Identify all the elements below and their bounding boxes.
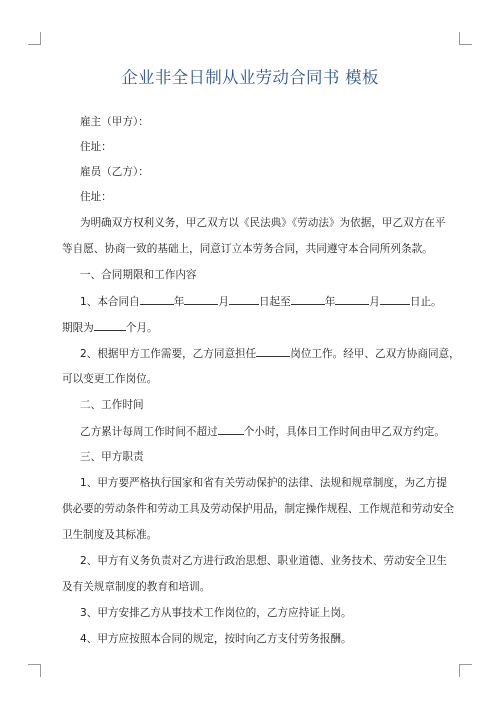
section-3-heading: 三、甲方职责	[80, 451, 144, 463]
clause-3-1-line-2: 供必要的劳动条件和劳动工具及劳动保护用品，制定操作规程、工作规范和劳动安全	[62, 503, 454, 515]
employee-label: 雇员（乙方）：	[80, 166, 149, 178]
clause-1-1	[80, 294, 442, 309]
term-suffix: 个月。	[125, 322, 158, 334]
clause-3-2-line-1: 2、甲方有义务负责对乙方进行政治思想、职业道德、业务技术、劳动安全卫生	[80, 555, 447, 567]
clause-2-prefix: 乙方累计每周工作时间不超过	[80, 426, 218, 438]
section-2-heading: 二、工作时间	[80, 399, 144, 411]
clause-1-1-end: 日止。	[409, 296, 442, 308]
clause-3-4: 4、甲方应按照本合同的规定，按时向乙方支付劳务报酬。	[80, 633, 352, 645]
blank-position[interactable]	[256, 346, 290, 357]
clause-1-1-year2: 年	[324, 296, 336, 308]
clause-3-3: 3、甲方安排乙方从事技术工作岗位的，乙方应持证上岗。	[80, 607, 352, 619]
clause-1-1-month1: 月	[218, 296, 229, 308]
term-prefix: 期限为	[62, 322, 94, 334]
clause-1-1-month2: 月	[369, 296, 380, 308]
preamble-line-1: 为明确双方权利义务，甲乙双方以《民法典》《劳动法》为依据，甲乙双方在平	[80, 217, 446, 229]
clause-1-2-prefix: 2、根据甲方工作需要，乙方同意担任	[80, 348, 257, 360]
blank-end-month[interactable]	[335, 294, 369, 305]
blank-start-month[interactable]	[184, 294, 218, 305]
blank-end-year[interactable]	[291, 294, 325, 305]
crop-mark-bottom-right	[459, 664, 472, 677]
clause-1-1-start: 1、本合同自	[80, 296, 140, 308]
clause-1-2-suffix: 岗位工作。经甲、乙双方协商同意，	[290, 348, 460, 360]
crop-mark-top-left	[28, 32, 41, 45]
blank-weekly-hours[interactable]	[218, 424, 244, 435]
clause-1-1-day-start: 日起至	[258, 296, 291, 308]
section-1-heading: 一、合同期限和工作内容	[80, 269, 197, 281]
clause-2-suffix: 个小时，具体日工作时间由甲乙双方约定。	[243, 426, 445, 438]
employer-label: 雇主（甲方）：	[80, 116, 149, 128]
clause-3-2-line-2: 及有关规章制度的教育和培训。	[62, 581, 211, 593]
blank-start-day[interactable]	[229, 294, 259, 305]
document-title: 企业非全日制从业劳动合同书 模板	[121, 68, 379, 87]
blank-end-day[interactable]	[380, 294, 410, 305]
preamble-line-2: 等自愿、协商一致的基础上，同意订立本劳务合同，共同遵守本合同所列条款。	[62, 243, 433, 255]
clause-1-2-line-2: 可以变更工作岗位。	[62, 373, 158, 385]
clause-1-2	[80, 346, 460, 361]
crop-mark-bottom-left	[28, 664, 41, 677]
clause-1-1-year1: 年	[173, 296, 185, 308]
employee-address-label: 住址：	[80, 191, 112, 203]
crop-mark-top-right	[459, 32, 472, 45]
employer-address-label: 住址：	[80, 141, 112, 153]
clause-3-1-line-1: 1、甲方要严格执行国家和省有关劳动保护的法律、法规和规章制度，为乙方提	[80, 477, 447, 489]
clause-3-1-line-3: 卫生制度及其标准。	[62, 529, 158, 541]
blank-term-months[interactable]	[94, 320, 126, 331]
clause-2	[80, 424, 445, 439]
blank-start-year[interactable]	[140, 294, 174, 305]
clause-1-1-term	[62, 320, 158, 335]
